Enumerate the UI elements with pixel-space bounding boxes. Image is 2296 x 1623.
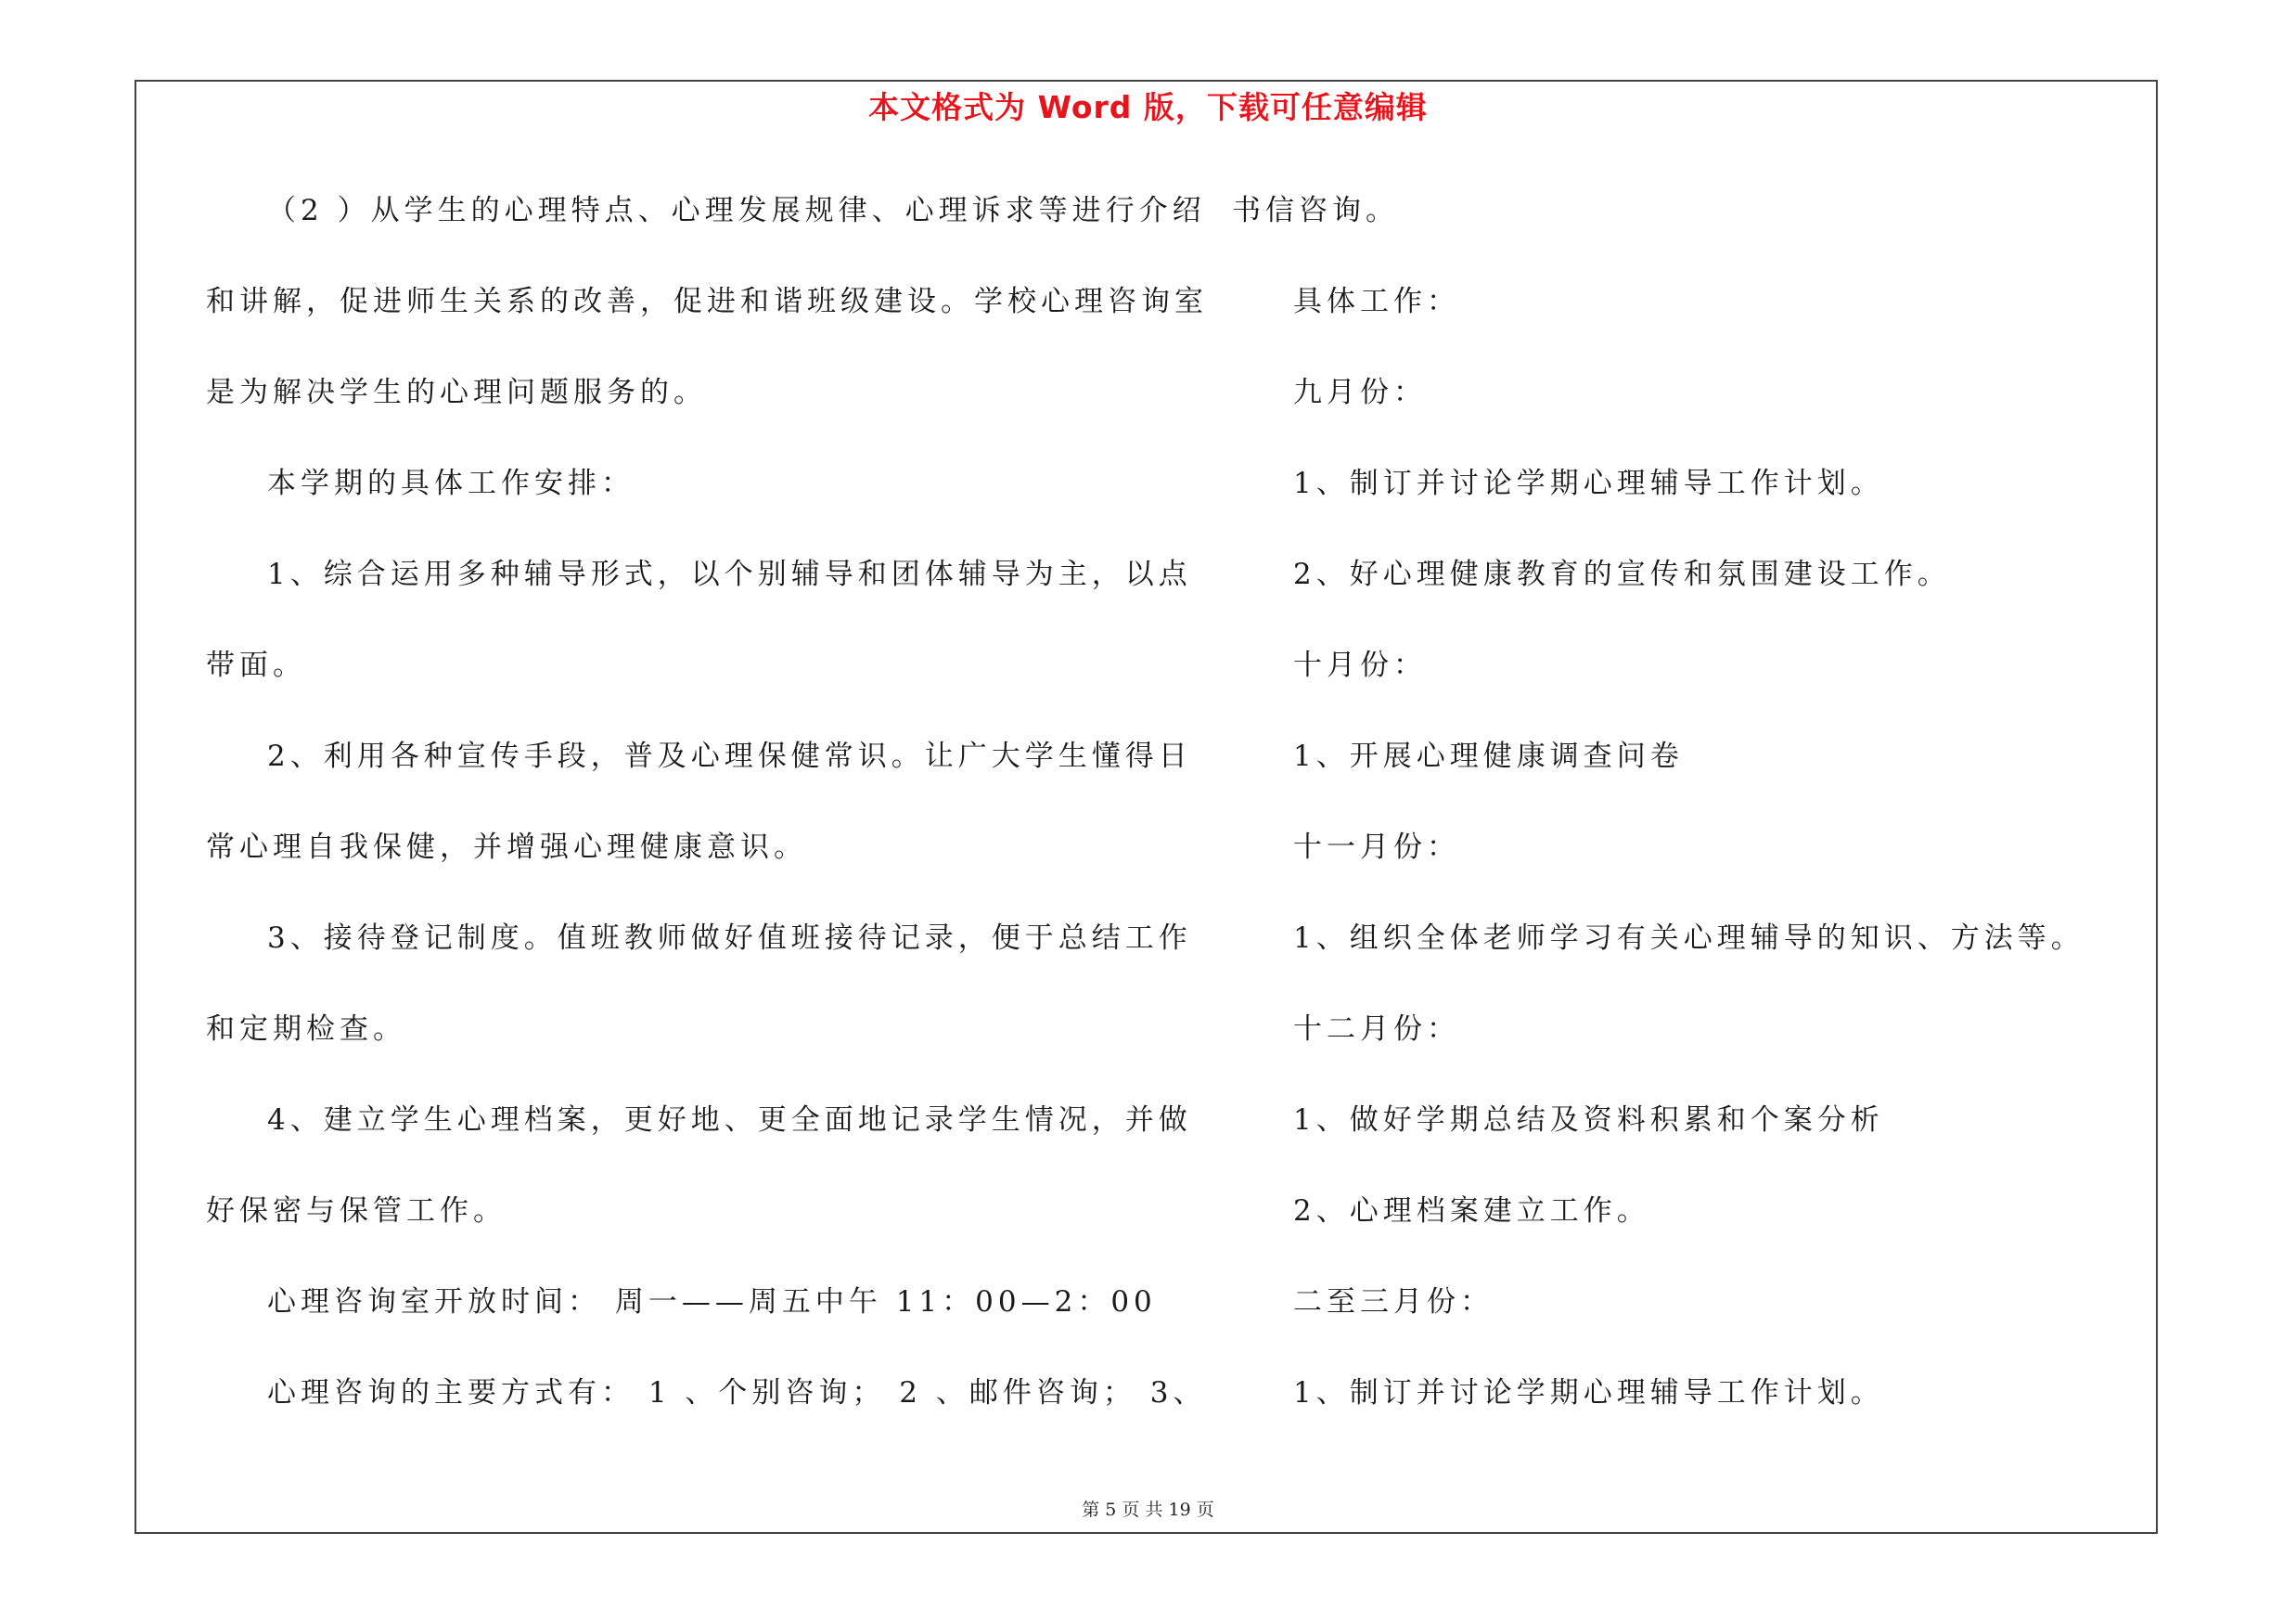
text-line: 本学期的具体工作安排： — [267, 467, 635, 500]
text-line: 带面。 — [206, 649, 306, 682]
text-line: 1、制订并讨论学期心理辅导工作计划。 — [1293, 467, 1884, 500]
text-line: 1、组织全体老师学习有关心理辅导的知识、方法等。 — [1293, 921, 2084, 955]
text-line: 二至三月份： — [1293, 1285, 1494, 1319]
text-line: 心理咨询室开放时间： 周一——周五中午 11：00—2：00 — [267, 1285, 1157, 1319]
text-line: 2、好心理健康教育的宣传和氛围建设工作。 — [1293, 558, 1951, 591]
text-line: 2、心理档案建立工作。 — [1293, 1194, 1650, 1228]
text-line: 1、做好学期总结及资料积累和个案分析 — [1293, 1103, 1884, 1137]
text-line: 好保密与保管工作。 — [206, 1194, 507, 1228]
text-line: 十月份： — [1293, 649, 1427, 682]
text-line: 和定期检查。 — [206, 1012, 406, 1046]
text-line: 4、建立学生心理档案，更好地、更全面地记录学生情况，并做 — [267, 1103, 1192, 1137]
text-line: 和讲解，促进师生关系的改善，促进和谐班级建设。学校心理咨询室 — [206, 285, 1208, 318]
text-line: 书信咨询。 — [1232, 194, 1399, 227]
text-line: 九月份： — [1293, 376, 1427, 409]
text-line: 具体工作： — [1293, 285, 1460, 318]
text-line: 1、综合运用多种辅导形式，以个别辅导和团体辅导为主，以点 — [267, 558, 1192, 591]
text-line: 1、制订并讨论学期心理辅导工作计划。 — [1293, 1376, 1884, 1410]
text-line: 是为解决学生的心理问题服务的。 — [206, 376, 707, 409]
format-banner: 本文格式为 Word 版，下载可任意编辑 — [868, 89, 1428, 125]
text-line: （2 ）从学生的心理特点、心理发展规律、心理诉求等进行介绍 — [267, 194, 1206, 227]
text-line: 心理咨询的主要方式有： 1 、个别咨询； 2 、邮件咨询； 3、 — [267, 1376, 1207, 1410]
text-line: 1、开展心理健康调查问卷 — [1293, 740, 1684, 773]
text-line: 十一月份： — [1293, 831, 1460, 864]
text-line: 常心理自我保健，并增强心理健康意识。 — [206, 831, 807, 864]
text-line: 十二月份： — [1293, 1012, 1460, 1046]
page-indicator: 第 5 页 共 19 页 — [1082, 1500, 1214, 1520]
text-line: 2、利用各种宣传手段，普及心理保健常识。让广大学生懂得日 — [267, 740, 1192, 773]
text-line: 3、接待登记制度。值班教师做好值班接待记录，便于总结工作 — [267, 921, 1192, 955]
